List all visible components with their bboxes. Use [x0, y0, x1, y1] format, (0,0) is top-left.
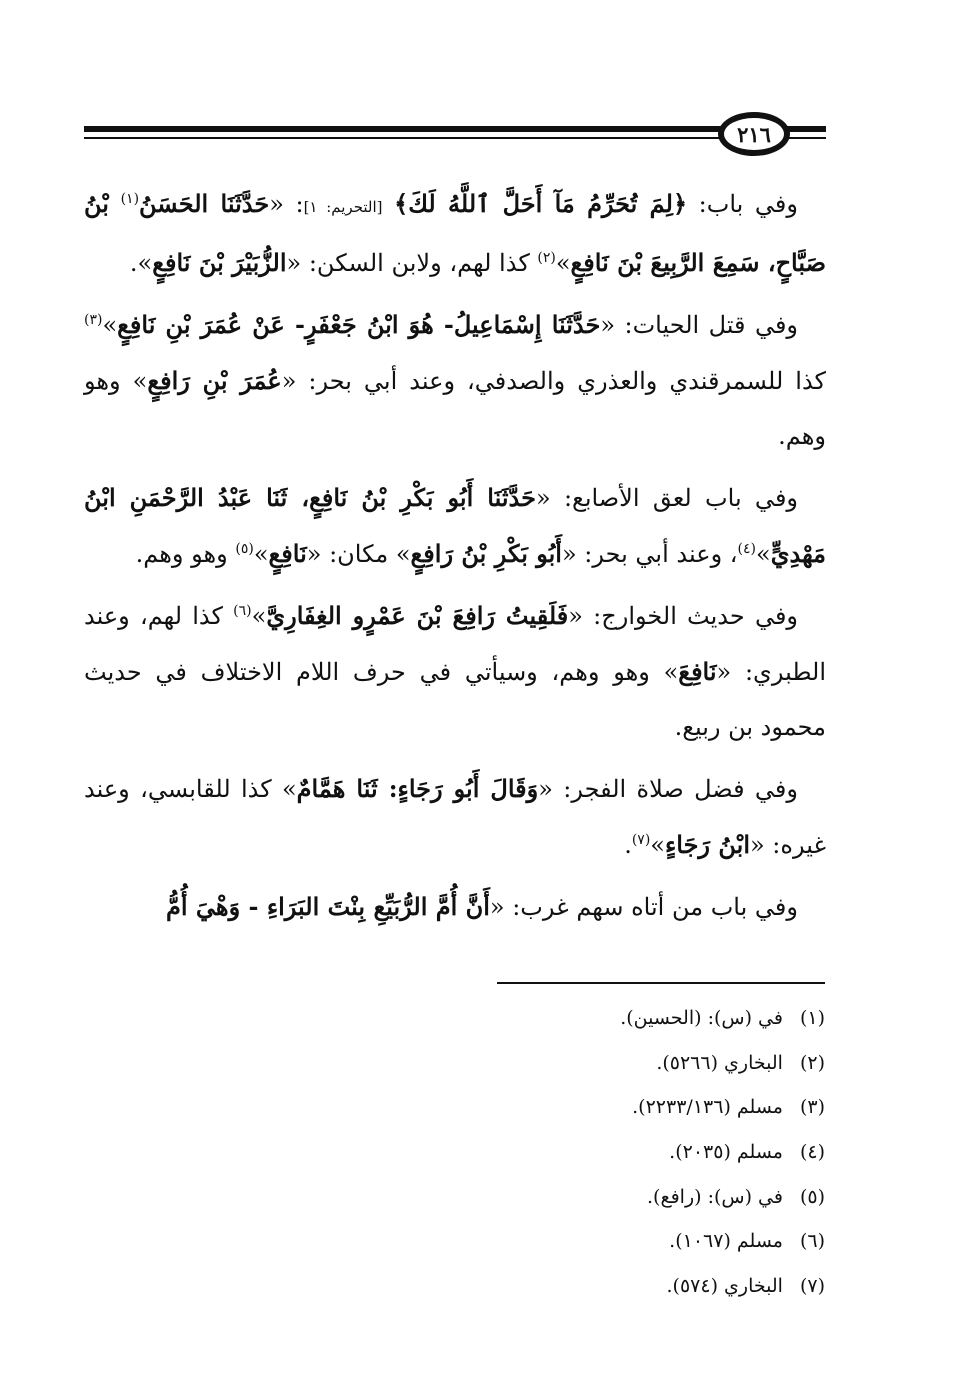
- page-number: ٢١٦: [718, 112, 790, 156]
- footnote-number: (٤): [799, 1141, 825, 1164]
- text-run: »: [251, 602, 267, 630]
- text-run: وفي باب من أتاه سهم غرب: «: [489, 893, 798, 921]
- quoted-text: حَدَّثَنَا أَبُو بَكْرِ بْنُ نَافِعٍ، ثَنَا عَبْدُ الرَّحْمَنِ ابْنُ مَهْدِيٍّ: [84, 483, 826, 568]
- footnote: [265, 1000, 825, 1045]
- text-run: وفي قتل الحيات: «: [600, 311, 799, 339]
- text-run: » كذا للقابسي، وعند غيره: «: [84, 775, 826, 859]
- text-run: وفي باب لعق الأصابع: «: [535, 484, 798, 512]
- footnote-marker: (٧): [631, 832, 651, 848]
- footnote-text: البخاري (٥٢٦٦).: [656, 1051, 783, 1074]
- text-run: » مكان: «: [306, 540, 411, 568]
- paragraph: [84, 297, 826, 464]
- quoted-text: بْنُ صَبَّاحٍ، سَمِعَ الرَّبِيعَ بْنَ نَافِعٍ: [84, 189, 826, 277]
- quoted-text: نَافِعٍ: [268, 539, 307, 568]
- quoted-text: فَلَقِيتُ رَافِعَ بْنَ عَمْرٍو الغِفَارِيَّ: [266, 601, 569, 630]
- text-run: »: [253, 540, 269, 568]
- text-run: »: [555, 249, 571, 277]
- footnote-number: (٣): [799, 1096, 825, 1119]
- quoted-text: ابْنُ رَجَاءٍ: [664, 830, 750, 859]
- paragraph: [84, 588, 826, 755]
- footnotes-list: [265, 1000, 825, 1313]
- footnote-text: في (س): (رافع).: [647, 1185, 783, 1208]
- footnote-text: مسلم (١٠٦٧).: [669, 1230, 783, 1253]
- quoted-text: حَدَّثَنَا الحَسَنُ: [139, 189, 270, 218]
- footnote-number: (٧): [799, 1275, 825, 1298]
- text-run: وفي باب:: [687, 190, 798, 218]
- footnote-text: مسلم (٢٢٣٣/١٣٦).: [632, 1096, 783, 1119]
- footnote-number: (٦): [799, 1230, 825, 1253]
- footnote-text: في (س): (الحسين).: [620, 1007, 783, 1029]
- header-rule-stub-thick: [784, 126, 826, 132]
- quoted-text: نَافِعَ: [678, 657, 717, 686]
- text-run: كذا لهم، ولابن السكن: «: [286, 249, 538, 277]
- footnote-marker: (٢): [537, 250, 556, 266]
- footnote-marker: (١): [120, 191, 140, 207]
- paragraph: [84, 761, 826, 873]
- footnote-marker: (٣): [84, 312, 103, 328]
- footnote-number: (١): [799, 1007, 825, 1029]
- quoted-text: ﴿لِمَ تُحَرِّمُ مَآ أَحَلَّ ٱللَّهُ لَكَ﴾: [394, 189, 688, 218]
- header-rule-stub-thin: [784, 137, 826, 139]
- footnote-marker: (٦): [233, 603, 252, 619]
- text-run: [383, 190, 395, 218]
- quoted-text: الزُّبَيْرَ بْنَ نَافِعٍ: [152, 248, 287, 277]
- text-run: [109, 190, 121, 218]
- header-rule-thick: [84, 126, 724, 132]
- footnote: [265, 1179, 825, 1224]
- text-run: : «: [269, 190, 304, 218]
- quoted-text: وَقَالَ أَبُو رَجَاءٍ: ثَنَا هَمَّامٌ: [296, 774, 539, 803]
- quoted-text: أَنَّ أُمَّ الرُّبَيِّعِ بِنْتَ البَرَاءِ - وَهْيَ أُمُّ: [166, 892, 490, 921]
- text-run: »: [102, 311, 118, 339]
- footnote-marker: (٤): [737, 541, 756, 557]
- footnote-text: البخاري (٥٧٤).: [666, 1275, 783, 1298]
- text-run: »: [650, 831, 665, 859]
- quoted-text: أَبُو بَكْرِ بْنُ رَافِعٍ: [410, 539, 562, 568]
- main-text: [84, 176, 826, 941]
- header-rule-thin: [84, 137, 724, 139]
- footnote-number: (٢): [799, 1051, 825, 1074]
- text-run: »: [756, 540, 771, 568]
- footnote-text: مسلم (٢٠٣٥).: [669, 1141, 783, 1164]
- quran-reference: [التحريم: ١]: [303, 198, 383, 216]
- footnote: [265, 1134, 825, 1179]
- text-run: وهو وهم.: [135, 540, 236, 568]
- footnote: [265, 1268, 825, 1313]
- text-run: ».: [129, 249, 153, 277]
- quoted-text: حَدَّثَنَا إِسْمَاعِيلُ- هُوَ ابْنُ جَعْفَرٍ- عَنْ عُمَرَ بْنِ نَافِعٍ: [117, 310, 601, 339]
- page-header: [84, 112, 826, 160]
- footnote: [265, 1223, 825, 1268]
- footnote-marker: (٥): [235, 541, 254, 557]
- footnote: [265, 1089, 825, 1134]
- footnote-separator: [497, 982, 825, 984]
- text-run: » وهو وهم، وسيأتي في حرف اللام الاختلاف في حديث محمود بن ربيع.: [84, 658, 826, 741]
- text-run: كذا لهم، وعند الطبري: «: [84, 602, 826, 686]
- quoted-text: عُمَرَ بْنِ رَافِعٍ: [147, 366, 282, 395]
- text-run: ، وعند أبي بحر: «: [561, 540, 738, 568]
- footnote-number: (٥): [799, 1185, 825, 1208]
- text-run: وفي حديث الخوارج: «: [568, 602, 799, 630]
- text-run: » وهو وهم.: [84, 367, 826, 450]
- footnote: [265, 1045, 825, 1090]
- paragraph: [84, 879, 826, 935]
- paragraph: [84, 176, 826, 291]
- text-run: .: [624, 831, 632, 859]
- text-run: وفي فضل صلاة الفجر: «: [538, 775, 798, 803]
- paragraph: [84, 470, 826, 582]
- text-run: كذا للسمرقندي والعذري والصدفي، وعند أبي بحر: «: [281, 367, 826, 395]
